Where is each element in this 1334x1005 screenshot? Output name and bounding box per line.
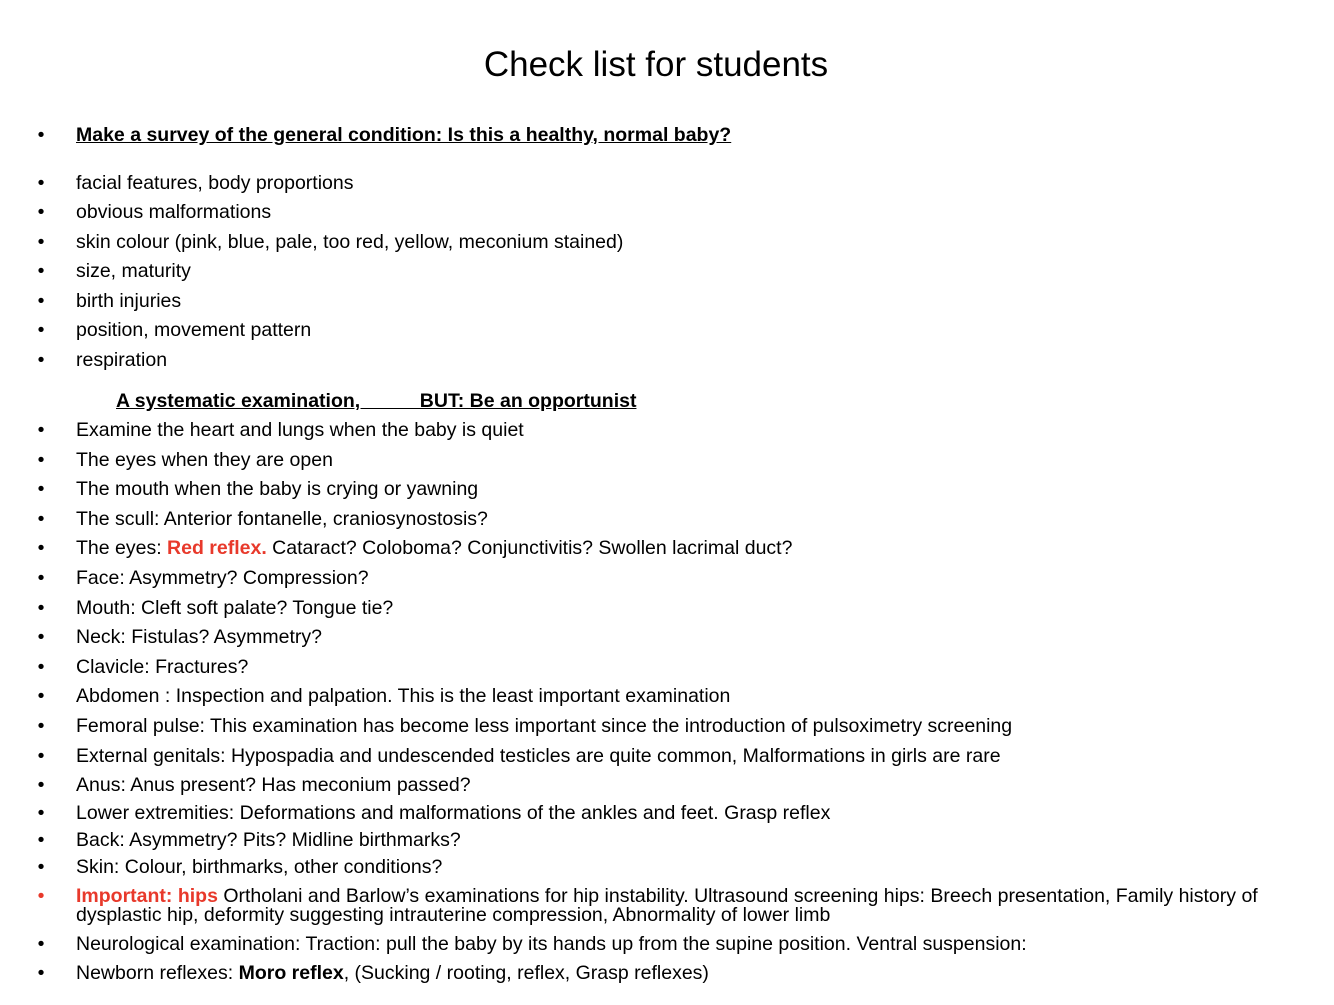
list-item-text: respiration (76, 349, 168, 371)
list-item-text: facial features, body proportions (76, 172, 354, 194)
list-item-text: Clavicle: Fractures? (76, 656, 249, 678)
list-item-text: obvious malformations (76, 201, 272, 223)
bullet-icon: • (37, 319, 45, 341)
list-item-text: Lower extremities: Deformations and malformations of the ankles and feet. Grasp reflex (76, 802, 831, 824)
list-item-text: The eyes when they are open (76, 449, 333, 471)
list-item-text: Face: Asymmetry? Compression? (76, 567, 369, 589)
list-item-text: Mouth: Cleft soft palate? Tongue tie? (76, 597, 394, 619)
bullet-icon: • (37, 567, 45, 589)
eyes-rest: Cataract? Coloboma? Conjunctivitis? Swollen lacrimal duct? (266, 537, 793, 559)
bullet-icon: • (37, 419, 45, 441)
bullet-icon: • (37, 626, 45, 648)
bullet-icon: • (37, 478, 45, 500)
list-item-text (76, 961, 709, 985)
list-item-text: birth injuries (76, 290, 182, 312)
bullet-icon: • (37, 802, 45, 824)
bullet-icon: • (37, 260, 45, 282)
bullet-icon: • (37, 449, 45, 471)
bullet-icon: • (37, 349, 45, 371)
list-item-text: The mouth when the baby is crying or yawning (76, 478, 479, 500)
list-item-text: The scull: Anterior fontanelle, craniosynostosis? (76, 508, 488, 530)
bullet-icon: • (37, 656, 45, 678)
hips-rest: Ortholani and Barlow’s examinations for hip instability. Ultrasound screening hips: Breech presentation, Family history of (217, 885, 1258, 907)
bullet-icon: • (37, 201, 45, 223)
list-item-text: Back: Asymmetry? Pits? Midline birthmarks? (76, 829, 461, 851)
list-item-text: Skin: Colour, birthmarks, other conditions? (76, 856, 443, 878)
bullet-icon: • (37, 885, 45, 907)
bullet-icon: • (37, 933, 45, 955)
bullet-icon: • (37, 231, 45, 253)
bullet-icon: • (37, 715, 45, 737)
bullet-icon: • (37, 537, 45, 559)
bullet-icon: • (37, 745, 45, 767)
eyes-prefix: The eyes: (76, 537, 168, 559)
bullet-icon: • (37, 685, 45, 707)
systematic-heading: A systematic examination, BUT: Be an opportunist (116, 390, 637, 412)
list-item-text: Neurological examination: Traction: pull the baby by its hands up from the supine position. Ventral suspension: (76, 933, 1027, 955)
reflex-rest: , (Sucking / rooting, reflex, Grasp reflexes) (343, 962, 709, 984)
list-item-text: External genitals: Hypospadia and undescended testicles are quite common, Malformations in girls are rare (76, 745, 1001, 767)
hips-continuation: dysplastic hip, deformity suggesting intrauterine compression, Abnormality of lower limb (76, 904, 831, 926)
survey-heading: Make a survey of the general condition: Is this a healthy, normal baby? (76, 124, 732, 146)
bullet-icon: • (37, 124, 45, 146)
list-item-text (76, 536, 792, 560)
bullet-icon: • (37, 597, 45, 619)
list-item-text: Neck: Fistulas? Asymmetry? (76, 626, 322, 648)
list-item-text: Anus: Anus present? Has meconium passed? (76, 774, 471, 796)
bullet-icon: • (37, 290, 45, 312)
moro-reflex: Moro reflex (238, 962, 344, 984)
bullet-icon: • (37, 829, 45, 851)
bullet-icon: • (37, 962, 45, 984)
list-item-text: size, maturity (76, 260, 191, 282)
bullet-icon: • (37, 856, 45, 878)
list-item-text: Femoral pulse: This examination has become less important since the introduction of pulsoximetry screening (76, 715, 1013, 737)
bullet-icon: • (37, 172, 45, 194)
list-item-text: skin colour (pink, blue, pale, too red, yellow, meconium stained) (76, 231, 624, 253)
list-item-text: position, movement pattern (76, 319, 312, 341)
list-item-text: Abdomen : Inspection and palpation. This is the least important examination (76, 685, 731, 707)
hips-highlight: Important: hips (76, 885, 218, 907)
red-reflex-highlight: Red reflex. (167, 537, 267, 559)
list-item-text: Examine the heart and lungs when the baby is quiet (76, 419, 524, 441)
reflex-prefix: Newborn reflexes: (76, 962, 239, 984)
bullet-icon: • (37, 508, 45, 530)
bullet-icon: • (37, 774, 45, 796)
page-title: Check list for students (483, 45, 829, 84)
